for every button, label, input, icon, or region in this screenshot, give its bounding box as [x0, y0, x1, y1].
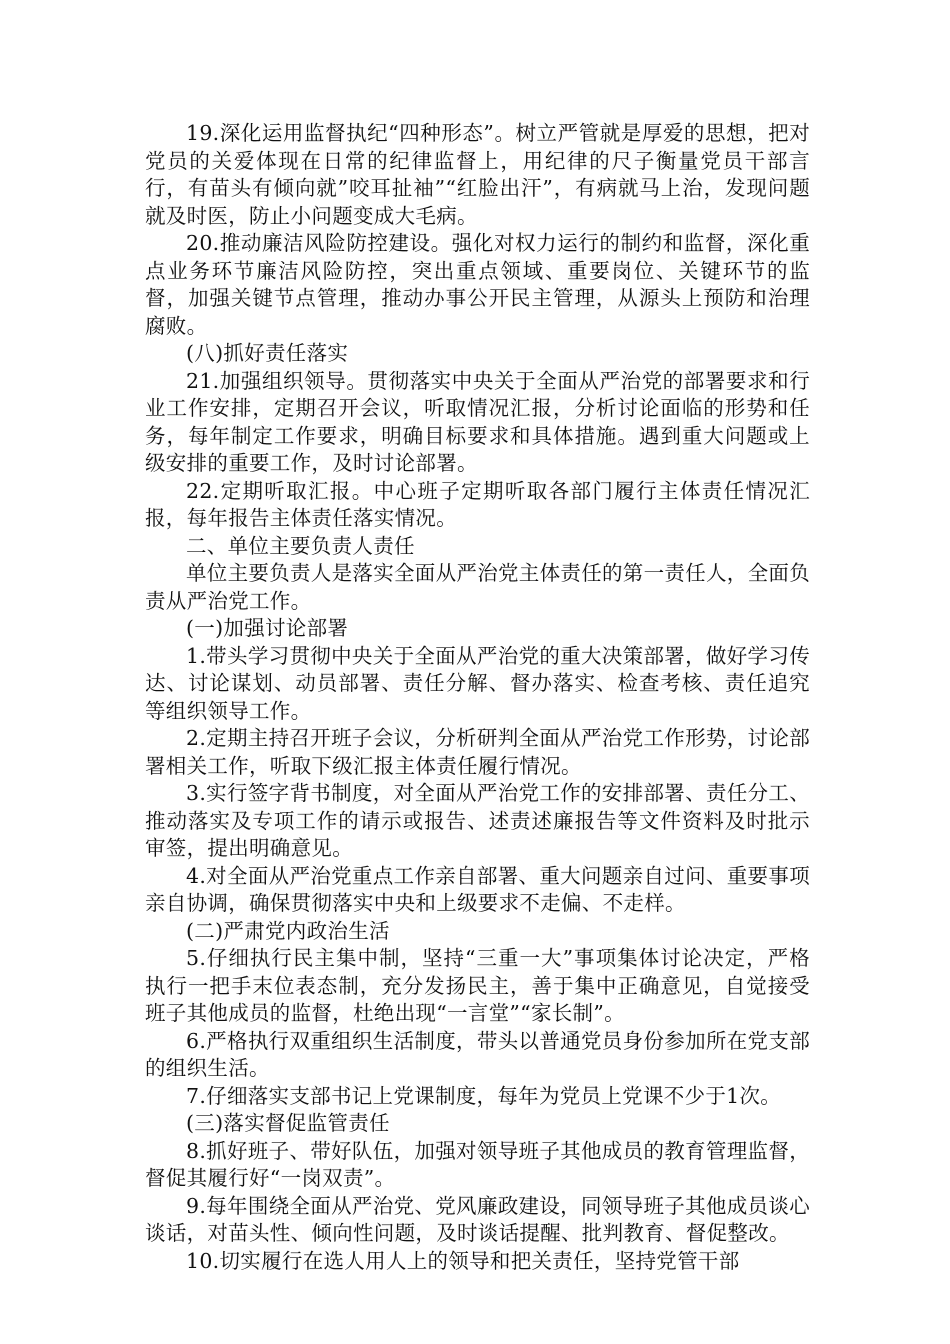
paragraph-9-heart-to-heart-talks: 9.每年围绕全面从严治党、党风廉政建设，同领导班子其他成员谈心谈话，对苗头性、倾向性问题，及时谈话提醒、批判教育、督促整改。 — [145, 1193, 810, 1245]
paragraph-22-regular-reports: 22.定期听取汇报。中心班子定期听取各部门履行主体责任情况汇报，每年报告主体责任落实情况。 — [145, 478, 810, 530]
paragraph-6-dual-organization-life: 6.严格执行双重组织生活制度，带头以普通党员身份参加所在党支部的组织生活。 — [145, 1028, 810, 1080]
paragraph-7-party-lectures: 7.仔细落实支部书记上党课制度，每年为党员上党课不少于1次。 — [186, 1083, 782, 1108]
paragraph-19-four-forms: 19.深化运用监督执纪“四种形态”。树立严管就是厚爱的思想，把对党员的关爱体现在日常的纪律监督上，用纪律的尺子衡量党员干部言行，有苗头有倾向就”咬耳扯袖”“红脸出汗”，有病就马上治，发现问题就及时医，防止小问题变成大毛病。 — [145, 121, 810, 228]
paragraph-10-personnel-selection: 10.切实履行在选人用人上的领导和把关责任，坚持党管干部 — [186, 1248, 740, 1273]
paragraph-5-democratic-centralism: 5.仔细执行民主集中制，坚持“三重一大”事项集体讨论决定，严格执行一把手末位表态制，充分发扬民主，善于集中正确意见，自觉接受班子其他成员的监督，杜绝出现“一言堂”“家长制”。 — [145, 946, 810, 1025]
subsection-heading-1: (一)加强讨论部署 — [186, 616, 349, 640]
section-heading-2: 二、单位主要负责人责任 — [186, 533, 415, 558]
paragraph-1-study-implement: 1.带头学习贯彻中央关于全面从严治党的重大决策部署，做好学习传达、讨论谋划、动员部署、责任分解、督办落实、检查考核、责任追究等组织领导工作。 — [145, 643, 810, 723]
paragraph-4-personal-deployment: 4.对全面从严治党重点工作亲自部署、重大问题亲自过问、重要事项亲自协调，确保贯彻落实中央和上级要求不走偏、不走样。 — [145, 863, 810, 915]
subsection-heading-2: (二)严肃党内政治生活 — [186, 918, 390, 943]
paragraph-3-signature-system: 3.实行签字背书制度，对全面从严治党工作的安排部署、责任分工、推动落实及专项工作的请示或报告、述责述廉报告等文件资料及时批示审签，提出明确意见。 — [145, 781, 810, 860]
paragraph-2-team-meetings: 2.定期主持召开班子会议，分析研判全面从严治党工作形势，讨论部署相关工作，听取下级汇报主体责任履行情况。 — [145, 726, 810, 778]
paragraph-20-integrity-risk: 20.推动廉洁风险防控建设。强化对权力运行的制约和监督，深化重点业务环节廉洁风险防控，突出重点领域、重要岗位、关键环节的监督，加强关键节点管理，推动办事公开民主管理，从源头上预防和治理腐败。 — [145, 231, 810, 338]
paragraph-21-organizational-leadership: 21.加强组织领导。贯彻落实中央关于全面从严治党的部署要求和行业工作安排，定期召开会议，听取情况汇报，分析讨论面临的形势和任务，每年制定工作要求，明确目标要求和具体措施。遇到重大问题或上级安排的重要工作，及时讨论部署。 — [145, 368, 810, 475]
document-page — [145, 120, 810, 1275]
section-heading-8: (八)抓好责任落实 — [186, 341, 349, 365]
paragraph-8-team-building: 8.抓好班子、带好队伍，加强对领导班子其他成员的教育管理监督，督促其履行好“一岗双责”。 — [145, 1138, 810, 1190]
paragraph-first-responsible-person: 单位主要负责人是落实全面从严治党主体责任的第一责任人，全面负责从严治党工作。 — [145, 561, 810, 613]
subsection-heading-3: (三)落实督促监管责任 — [186, 1111, 390, 1135]
